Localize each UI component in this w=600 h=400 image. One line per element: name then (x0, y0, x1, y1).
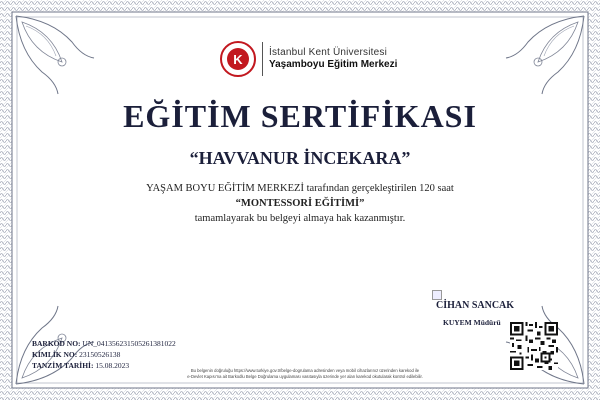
verification-note-line-1: Bu belgenin doğruluğu https://www.turkiye.gov.tr/belge-dogrulama adresinden veya mobil cihazlarınız üzerinden karekod ile (190, 368, 420, 373)
logo-text (269, 47, 397, 71)
barkod-label: BARKOD NO: (32, 339, 81, 348)
issuer-name: YAŞAM BOYU EĞİTİM MERKEZİ (146, 183, 304, 194)
kimlik-label: KİMLİK NO: (32, 350, 78, 359)
corner-ornament (502, 12, 588, 98)
barkod-value: UN_041356231505261381022 (80, 339, 176, 348)
body-line-1-rest: tarafından gerçekleştirilen 120 saat (303, 183, 454, 194)
barkod-row (32, 338, 176, 349)
signatory-name: CİHAN SANCAK (436, 300, 515, 311)
certificate-title: EĞİTİM SERTİFİKASI (123, 98, 477, 134)
corner-ornament (12, 12, 98, 98)
signatory-role: KUYEM Müdürü (443, 318, 501, 327)
university-logo (220, 36, 397, 82)
signature-image-icon (432, 290, 442, 300)
kimlik-value: 23150526138 (77, 350, 121, 359)
body-line-1 (0, 181, 600, 196)
verification-note-line-2: e-Devlet Kapısı’na ait Barkodlu Belge Doğrulama uygulaması vasıtasıyla üzerinde yer alan karekod okutularak kontrol edilebilir. (187, 374, 423, 379)
course-name: “MONTESSORİ EĞİTİMİ” (235, 198, 365, 209)
qr-code-icon[interactable] (510, 322, 558, 370)
certificate-body (0, 181, 600, 226)
verification-note (140, 368, 470, 380)
logo-university-name: İstanbul Kent Üniversitesi (269, 47, 388, 58)
tanzim-value: 15.08.2023 (93, 361, 130, 370)
kimlik-row (32, 349, 176, 360)
tanzim-label: TANZİM TARİHİ: (32, 361, 94, 370)
logo-divider (262, 42, 263, 76)
logo-center-name: Yaşamboyu Eğitim Merkezi (269, 59, 398, 70)
body-line-3: tamamlayarak bu belgeyi almaya hak kazanmıştır. (194, 213, 406, 224)
seal-letter: K (227, 48, 249, 70)
recipient-name: “HAVVANUR İNCEKARA” (189, 148, 411, 168)
certificate-details (32, 338, 176, 371)
university-seal-icon (220, 41, 256, 77)
